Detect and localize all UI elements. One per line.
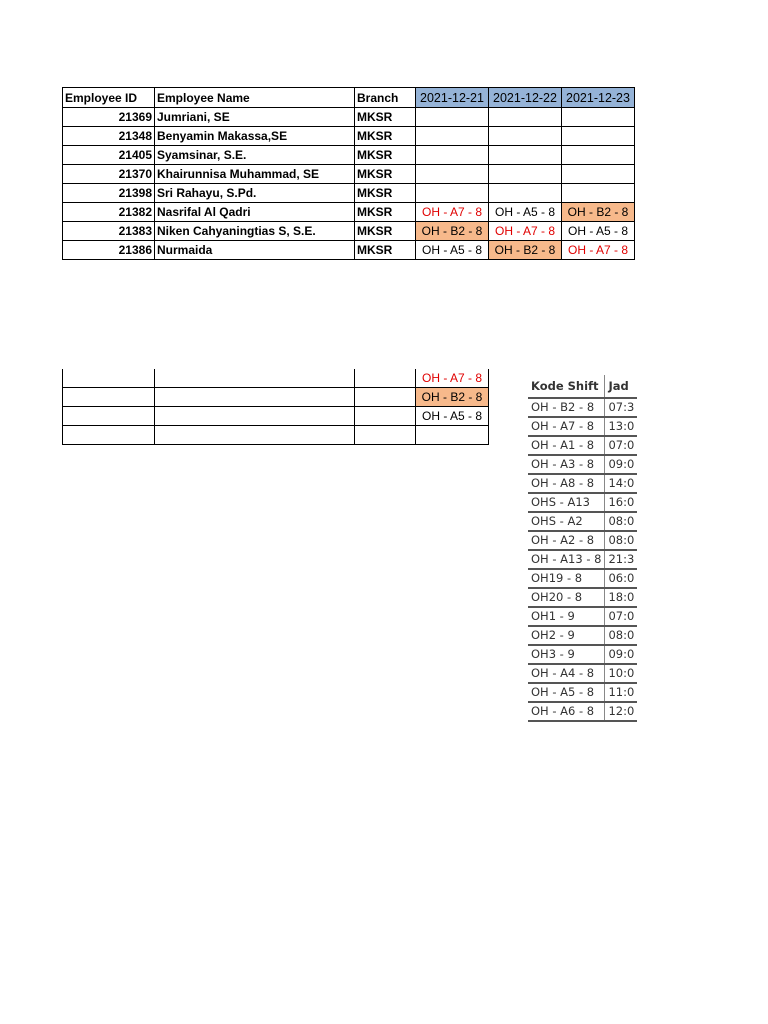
employee-name-cell[interactable]: Jumriani, SE (155, 108, 355, 127)
empty-cell[interactable] (355, 369, 416, 388)
reference-row (528, 569, 637, 588)
shift-cell[interactable] (562, 108, 635, 127)
branch-cell[interactable]: MKSR (355, 222, 416, 241)
legend-table (62, 369, 489, 445)
empty-cell[interactable] (155, 369, 355, 388)
legend-table-body (63, 369, 489, 445)
reference-row (528, 588, 637, 607)
table-row (63, 127, 635, 146)
employee-name-cell[interactable]: Nurmaida (155, 241, 355, 260)
shift-time: 08:0 (605, 531, 637, 550)
shift-cell[interactable] (416, 108, 489, 127)
shift-sample-cell[interactable]: OH - A5 - 8 (416, 407, 489, 426)
shift-cell[interactable]: OH - B2 - 8 (489, 241, 562, 260)
reference-row (528, 550, 637, 569)
shift-time: 16:0 (605, 493, 637, 512)
shift-time: 21:3 (605, 550, 637, 569)
employee-id-cell[interactable]: 21398 (63, 184, 155, 203)
table-row (63, 165, 635, 184)
shift-sample-cell[interactable] (416, 426, 489, 445)
shift-code: OH - A7 - 8 (528, 417, 605, 436)
shift-code: OH - A13 - 8 (528, 550, 605, 569)
empty-cell[interactable] (355, 426, 416, 445)
reference-row (528, 645, 637, 664)
shift-code: OH1 - 9 (528, 607, 605, 626)
employee-id-cell[interactable]: 21382 (63, 203, 155, 222)
shift-cell[interactable] (416, 165, 489, 184)
shift-cell[interactable]: OH - A7 - 8 (416, 203, 489, 222)
header-date[interactable]: 2021-12-21 (416, 88, 489, 108)
employee-id-cell[interactable]: 21405 (63, 146, 155, 165)
empty-cell[interactable] (155, 407, 355, 426)
schedule-table (62, 87, 635, 260)
employee-name-cell[interactable]: Khairunnisa Muhammad, SE (155, 165, 355, 184)
empty-cell[interactable] (63, 388, 155, 407)
header-date[interactable]: 2021-12-23 (562, 88, 635, 108)
shift-cell[interactable] (562, 165, 635, 184)
shift-time: 07:0 (605, 436, 637, 455)
shift-code: OH - A1 - 8 (528, 436, 605, 455)
shift-time: 07:3 (605, 398, 637, 417)
header-employee-id[interactable]: Employee ID (63, 88, 155, 108)
shift-code: OH - A3 - 8 (528, 455, 605, 474)
empty-cell[interactable] (355, 407, 416, 426)
schedule-table-body (63, 88, 635, 260)
shift-cell[interactable] (489, 184, 562, 203)
table-row (63, 108, 635, 127)
shift-code: OHS - A2 (528, 512, 605, 531)
branch-cell[interactable]: MKSR (355, 127, 416, 146)
branch-cell[interactable]: MKSR (355, 108, 416, 127)
empty-cell[interactable] (155, 426, 355, 445)
table-row (63, 388, 489, 407)
shift-time: 09:0 (605, 645, 637, 664)
table-row (63, 426, 489, 445)
shift-sample-cell[interactable]: OH - B2 - 8 (416, 388, 489, 407)
shift-cell[interactable] (489, 146, 562, 165)
table-row (63, 222, 635, 241)
branch-cell[interactable]: MKSR (355, 241, 416, 260)
reference-row (528, 436, 637, 455)
header-date[interactable]: 2021-12-22 (489, 88, 562, 108)
shift-code: OH - A8 - 8 (528, 474, 605, 493)
shift-cell[interactable] (489, 165, 562, 184)
shift-time: 07:0 (605, 607, 637, 626)
shift-code: OH20 - 8 (528, 588, 605, 607)
header-branch[interactable]: Branch (355, 88, 416, 108)
shift-code: OH - B2 - 8 (528, 398, 605, 417)
reference-row (528, 474, 637, 493)
shift-cell[interactable]: OH - B2 - 8 (562, 203, 635, 222)
shift-cell[interactable] (562, 127, 635, 146)
employee-name-cell[interactable]: Niken Cahyaningtias S, S.E. (155, 222, 355, 241)
reference-row (528, 683, 637, 702)
shift-time: 18:0 (605, 588, 637, 607)
shift-cell[interactable]: OH - A5 - 8 (416, 241, 489, 260)
employee-name-cell[interactable]: Benyamin Makassa,SE (155, 127, 355, 146)
branch-cell[interactable]: MKSR (355, 203, 416, 222)
reference-row (528, 702, 637, 721)
shift-time: 11:0 (605, 683, 637, 702)
reference-row (528, 493, 637, 512)
employee-id-cell[interactable]: 21386 (63, 241, 155, 260)
shift-time: 12:0 (605, 702, 637, 721)
shift-code: OH - A6 - 8 (528, 702, 605, 721)
shift-time: 06:0 (605, 569, 637, 588)
employee-name-cell[interactable]: Nasrifal Al Qadri (155, 203, 355, 222)
shift-code: OH - A2 - 8 (528, 531, 605, 550)
employee-id-cell[interactable]: 21348 (63, 127, 155, 146)
shift-cell[interactable] (489, 108, 562, 127)
shift-time: 13:0 (605, 417, 637, 436)
branch-cell[interactable]: MKSR (355, 146, 416, 165)
shift-time: 10:0 (605, 664, 637, 683)
header-row (63, 88, 635, 108)
shift-time: 08:0 (605, 626, 637, 645)
table-row (63, 203, 635, 222)
reference-header-row (528, 375, 637, 398)
shift-code: OHS - A13 (528, 493, 605, 512)
employee-id-cell[interactable]: 21383 (63, 222, 155, 241)
shift-cell[interactable] (562, 184, 635, 203)
employee-name-cell[interactable]: Sri Rahayu, S.Pd. (155, 184, 355, 203)
shift-cell[interactable] (416, 184, 489, 203)
shift-sample-cell[interactable]: OH - A7 - 8 (416, 369, 489, 388)
table-row (63, 241, 635, 260)
empty-cell[interactable] (63, 407, 155, 426)
reference-row (528, 607, 637, 626)
reference-row (528, 531, 637, 550)
shift-code: OH3 - 9 (528, 645, 605, 664)
header-employee-name[interactable]: Employee Name (155, 88, 355, 108)
employee-name-cell[interactable]: Syamsinar, S.E. (155, 146, 355, 165)
shift-cell[interactable]: OH - A5 - 8 (562, 222, 635, 241)
table-row (63, 407, 489, 426)
reference-row (528, 664, 637, 683)
branch-cell[interactable]: MKSR (355, 184, 416, 203)
reference-row (528, 512, 637, 531)
empty-cell[interactable] (63, 369, 155, 388)
empty-cell[interactable] (63, 426, 155, 445)
shift-cell[interactable] (416, 146, 489, 165)
employee-id-cell[interactable]: 21370 (63, 165, 155, 184)
shift-code: OH2 - 9 (528, 626, 605, 645)
empty-cell[interactable] (355, 388, 416, 407)
shift-code: OH - A4 - 8 (528, 664, 605, 683)
reference-row (528, 455, 637, 474)
reference-header-jadwal: Jad (605, 375, 637, 398)
shift-code: OH - A5 - 8 (528, 683, 605, 702)
shift-code: OH19 - 8 (528, 569, 605, 588)
reference-header-kode: Kode Shift (528, 375, 605, 398)
table-row (63, 146, 635, 165)
empty-cell[interactable] (155, 388, 355, 407)
employee-id-cell[interactable]: 21369 (63, 108, 155, 127)
shift-code-reference (528, 375, 635, 718)
shift-cell[interactable] (489, 127, 562, 146)
table-row (63, 369, 489, 388)
reference-row (528, 398, 637, 417)
shift-cell[interactable]: OH - A7 - 8 (562, 241, 635, 260)
shift-cell[interactable] (416, 127, 489, 146)
table-row (63, 184, 635, 203)
shift-time: 14:0 (605, 474, 637, 493)
reference-row (528, 417, 637, 436)
shift-cell[interactable] (562, 146, 635, 165)
shift-cell[interactable]: OH - B2 - 8 (416, 222, 489, 241)
shift-time: 08:0 (605, 512, 637, 531)
reference-row (528, 626, 637, 645)
branch-cell[interactable]: MKSR (355, 165, 416, 184)
shift-time: 09:0 (605, 455, 637, 474)
shift-cell[interactable]: OH - A7 - 8 (489, 222, 562, 241)
shift-cell[interactable]: OH - A5 - 8 (489, 203, 562, 222)
